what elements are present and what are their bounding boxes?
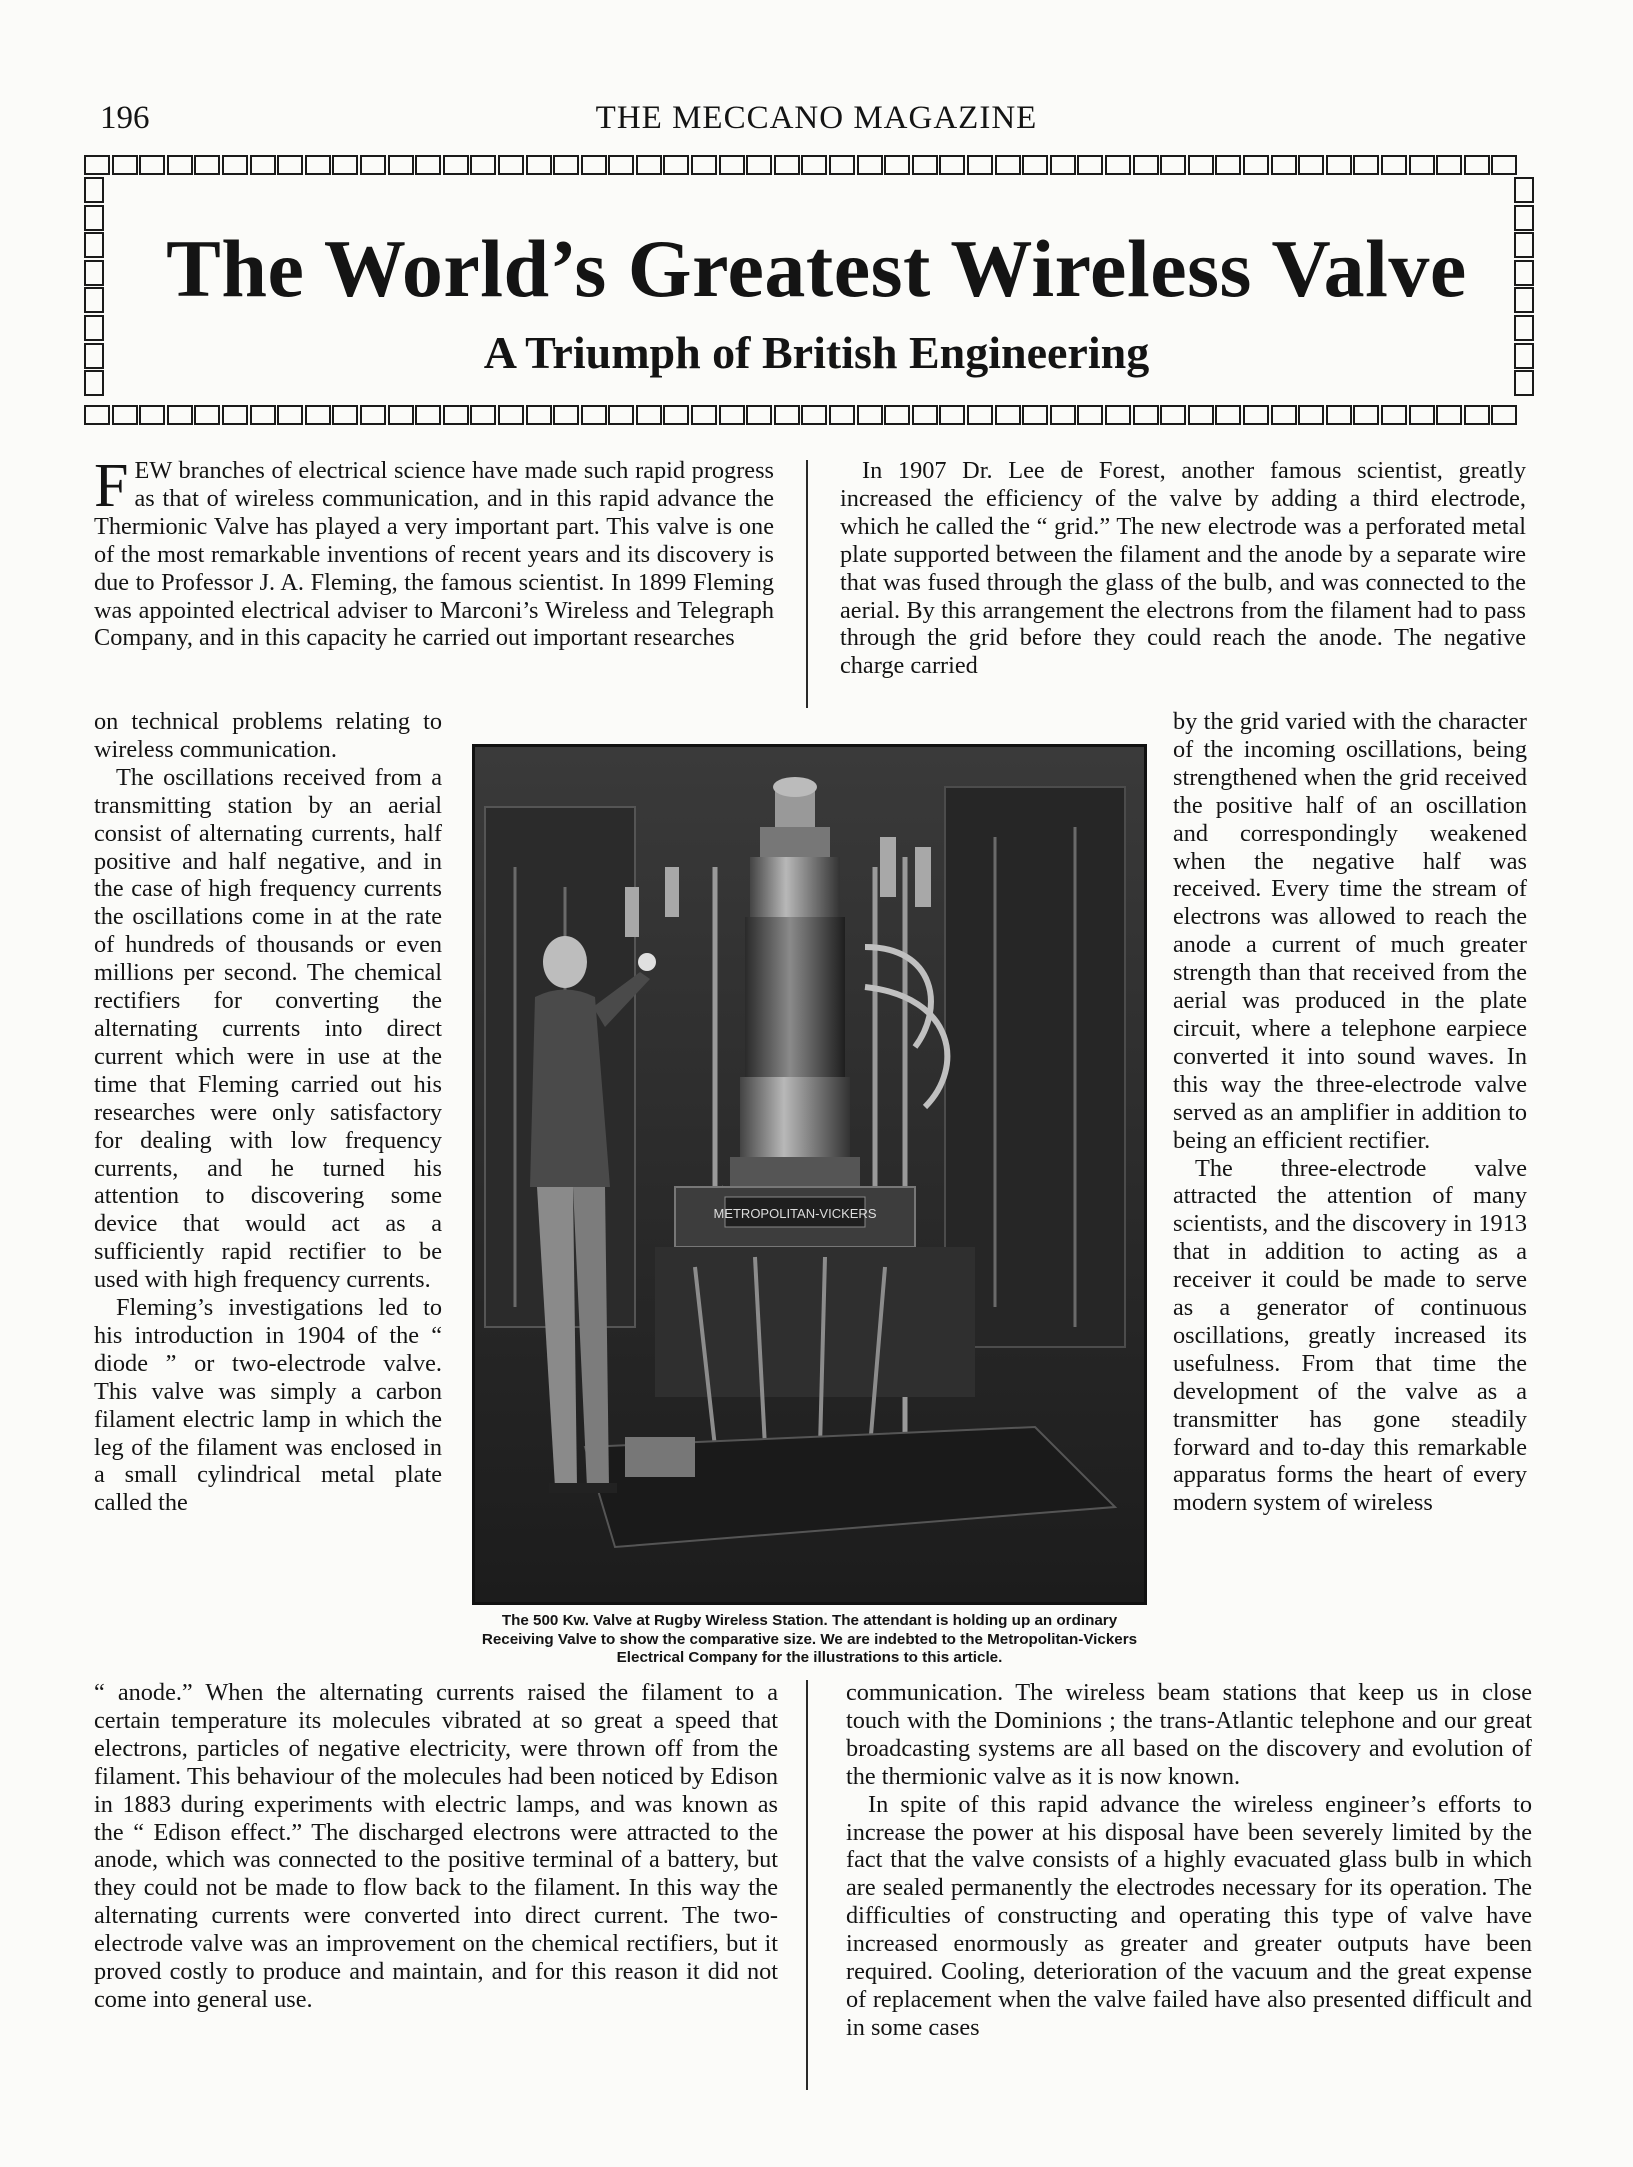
border-top xyxy=(84,155,1519,175)
border-square xyxy=(1105,405,1131,425)
border-square xyxy=(470,155,496,175)
border-square xyxy=(1050,155,1076,175)
border-square xyxy=(1381,155,1407,175)
border-square xyxy=(746,405,772,425)
border-square xyxy=(1243,405,1269,425)
paragraph-oscillations: The oscillations received from a transmitting station by an aerial consist of alternating currents, half positive and half negative, and in the case of high frequency currents the oscillations come in at the rate of hundreds of thousands or even millions per second. The chemical rectifiers for converting the alternating currents into direct current which were in use at the time that Fleming carried out his researches were only satisfactory for dealing with low frequency currents, and he turned his attention to discovering some device that would act as a sufficiently rapid rectifier to be used with high frequency currents. xyxy=(94,763,442,1294)
border-square xyxy=(995,405,1021,425)
border-square xyxy=(1436,405,1462,425)
border-square xyxy=(1464,155,1490,175)
border-square xyxy=(663,155,689,175)
border-square xyxy=(939,405,965,425)
border-square xyxy=(84,177,104,203)
running-head xyxy=(0,100,1633,146)
border-square xyxy=(1022,405,1048,425)
border-square xyxy=(222,405,248,425)
border-square xyxy=(1298,155,1324,175)
border-square xyxy=(84,405,110,425)
border-square xyxy=(1077,405,1103,425)
border-square xyxy=(801,405,827,425)
border-square xyxy=(250,155,276,175)
border-square xyxy=(360,155,386,175)
border-square xyxy=(719,155,745,175)
border-square xyxy=(801,155,827,175)
border-square xyxy=(774,155,800,175)
paragraph-de-forest: In 1907 Dr. Lee de Forest, another famous scientist, greatly increased the efficiency of the valve by adding a third electrode, which he called the “ grid.” The new electrode was a perforated metal plate supported between the filament and the anode by a separate wire that was fused through the glass of the bulb, and was connected to the aerial. By this arrangement the electrons from the filament had to pass through the grid before they could reach the anode. The negative charge carried xyxy=(840,457,1526,680)
border-square xyxy=(1514,177,1534,203)
border-square xyxy=(139,155,165,175)
valve-photograph xyxy=(472,744,1147,1605)
border-square xyxy=(829,405,855,425)
border-square xyxy=(884,405,910,425)
border-square xyxy=(1271,405,1297,425)
border-square xyxy=(553,155,579,175)
border-square xyxy=(1491,405,1517,425)
border-square xyxy=(388,155,414,175)
border-square xyxy=(84,205,104,231)
border-square xyxy=(1326,155,1352,175)
border-square xyxy=(1353,155,1379,175)
border-square xyxy=(1050,405,1076,425)
article-subtitle: A Triumph of British Engineering xyxy=(483,327,1150,378)
border-square xyxy=(912,155,938,175)
border-square xyxy=(167,405,193,425)
border-square xyxy=(360,405,386,425)
border-square xyxy=(1326,405,1352,425)
paragraph-intro: EW branches of electrical science have made such rapid progress as that of wireless communication, and in this rapid advance the Thermionic Valve has played a very important part. This valve is one of the most remarkable inventions of recent years and its discovery is due to Professor J. A. Fleming, the famous scientist. In 1899 Fleming was appointed electrical adviser to Marconi’s Wireless and Telegraph Company, and in this capacity he carried out important researches xyxy=(94,457,774,652)
border-square xyxy=(636,405,662,425)
border-square xyxy=(415,155,441,175)
border-square xyxy=(967,155,993,175)
border-square xyxy=(636,155,662,175)
border-square xyxy=(553,405,579,425)
left-column-bottom xyxy=(94,1679,778,2014)
border-square xyxy=(1353,405,1379,425)
border-square xyxy=(1215,155,1241,175)
border-square xyxy=(498,405,524,425)
photo-caption: The 500 Kw. Valve at Rugby Wireless Station. The attendant is holding up an ordinary Receiving Valve to show the comparative size. We are indebted to the Metropolitan-Vickers Electrical Company for the illustrations to this article. xyxy=(481,1612,1138,1666)
border-square xyxy=(939,155,965,175)
article-title: The World’s Greatest Wireless Valve xyxy=(166,223,1467,314)
border-square xyxy=(443,405,469,425)
paragraph-grid: by the grid varied with the character of the incoming oscillations, being strengthened when the grid received the positive half of an oscillation and correspondingly weakened when the negative half was received. Every time the stream of electrons was allowed to reach the anode a current of much greater strength than that received from the aerial was produced in the plate circuit, where a telephone earpiece converted it into sound waves. In this way the three-electrode valve served as an amplifier in addition to being an efficient rectifier. xyxy=(1173,708,1527,1154)
right-column-top xyxy=(840,457,1526,680)
border-square xyxy=(608,155,634,175)
border-square xyxy=(305,155,331,175)
border-square xyxy=(774,405,800,425)
paragraph-intro-end: on technical problems relating to wireless communication. xyxy=(94,708,442,763)
border-square xyxy=(194,405,220,425)
drop-cap: F xyxy=(94,452,129,520)
border-square xyxy=(84,155,110,175)
border-square xyxy=(857,155,883,175)
left-column-top xyxy=(94,452,774,652)
border-square xyxy=(332,405,358,425)
paragraph-diode: Fleming’s investigations led to his introduction in 1904 of the “ diode ” or two-electrode valve. This valve was simply a carbon filament electric lamp in which the leg of the filament was enclosed in a small cylindrical metal plate called the xyxy=(94,1294,442,1517)
border-square xyxy=(1409,155,1435,175)
right-column-bottom xyxy=(846,1679,1532,2042)
border-square xyxy=(470,405,496,425)
border-square xyxy=(912,405,938,425)
border-square xyxy=(1464,405,1490,425)
border-square xyxy=(1077,155,1103,175)
border-square xyxy=(1133,405,1159,425)
border-square xyxy=(1133,155,1159,175)
border-square xyxy=(1298,405,1324,425)
paragraph-limitations: In spite of this rapid advance the wireless engineer’s efforts to increase the power at his disposal have been severely limited by the fact that the valve consists of a highly evacuated glass bulb in which are sealed permanently the electrodes necessary for its operation. The difficulties of constructing and operating this type of valve have increased enormously as greater and greater outputs have been required. Cooling, deterioration of the vacuum and the great expense of replacement when the valve failed have also presented difficult and in some cases xyxy=(846,1790,1532,2041)
border-square xyxy=(995,155,1021,175)
paragraph-communication: communication. The wireless beam stations that keep us in close touch with the Dominions ; the trans-Atlantic telephone and our great broadcasting systems are all based on the discovery and evolution of the thermionic valve as it is now known. xyxy=(846,1679,1532,1790)
border-bottom xyxy=(84,405,1519,425)
border-square xyxy=(112,155,138,175)
magazine-title: THE MECCANO MAGAZINE xyxy=(595,100,1038,136)
border-square xyxy=(857,405,883,425)
border-square xyxy=(222,155,248,175)
border-square xyxy=(526,155,552,175)
border-square xyxy=(1271,155,1297,175)
border-square xyxy=(829,155,855,175)
border-square xyxy=(1188,405,1214,425)
border-square xyxy=(305,405,331,425)
border-square xyxy=(719,405,745,425)
border-square xyxy=(967,405,993,425)
border-square xyxy=(250,405,276,425)
border-square xyxy=(884,155,910,175)
nameplate-text: METROPOLITAN-VICKERS xyxy=(713,1206,877,1221)
border-square xyxy=(443,155,469,175)
border-square xyxy=(332,155,358,175)
border-square xyxy=(1381,405,1407,425)
border-square xyxy=(1160,155,1186,175)
border-square xyxy=(581,155,607,175)
column-rule-top xyxy=(806,460,808,708)
border-square xyxy=(1409,405,1435,425)
right-column-narrow xyxy=(1173,708,1527,1517)
border-square xyxy=(526,405,552,425)
paragraph-three-electrode: The three-electrode valve attracted the attention of many scientists, and the discovery in 1913 that in addition to acting as a receiver it could be made to serve as a generator of continuous oscillations, greatly increased its usefulness. From that time the development of the valve as a transmitter has gone steadily forward and to-day this remarkable apparatus forms the heart of every modern system of wireless xyxy=(1173,1154,1527,1517)
border-square xyxy=(1491,155,1517,175)
border-square xyxy=(608,405,634,425)
column-rule-bottom xyxy=(806,1680,808,2090)
paragraph-anode: “ anode.” When the alternating currents raised the filament to a certain temperature its molecules vibrated at so great a speed that electrons, particles of negative electricity, were thrown off from the filament. This behaviour of the molecules had been noticed by Edison in 1883 during experiments with electric lamps, and was known as the “ Edison effect.” The discharged electrons were attracted to the anode, which was connected to the positive terminal of a battery, but they could not be made to flow back to the filament. In this way the alternating currents were converted into direct current. The two-electrode valve was an improvement on the chemical rectifiers, but it proved costly to produce and maintain, and for this reason it did not come into general use. xyxy=(94,1679,778,2013)
left-column-narrow xyxy=(94,708,442,1517)
border-square xyxy=(277,155,303,175)
border-square xyxy=(415,405,441,425)
border-square xyxy=(277,405,303,425)
page-number: 196 xyxy=(100,100,150,136)
border-square xyxy=(498,155,524,175)
border-square xyxy=(1022,155,1048,175)
border-square xyxy=(581,405,607,425)
border-square xyxy=(1160,405,1186,425)
border-square xyxy=(194,155,220,175)
border-square xyxy=(139,405,165,425)
border-square xyxy=(1243,155,1269,175)
border-square xyxy=(1436,155,1462,175)
border-square xyxy=(746,155,772,175)
border-square xyxy=(1188,155,1214,175)
border-square xyxy=(1215,405,1241,425)
border-square xyxy=(1514,205,1534,231)
border-square xyxy=(691,405,717,425)
border-square xyxy=(1105,155,1131,175)
border-square xyxy=(663,405,689,425)
border-square xyxy=(691,155,717,175)
border-square xyxy=(388,405,414,425)
border-square xyxy=(167,155,193,175)
border-square xyxy=(112,405,138,425)
